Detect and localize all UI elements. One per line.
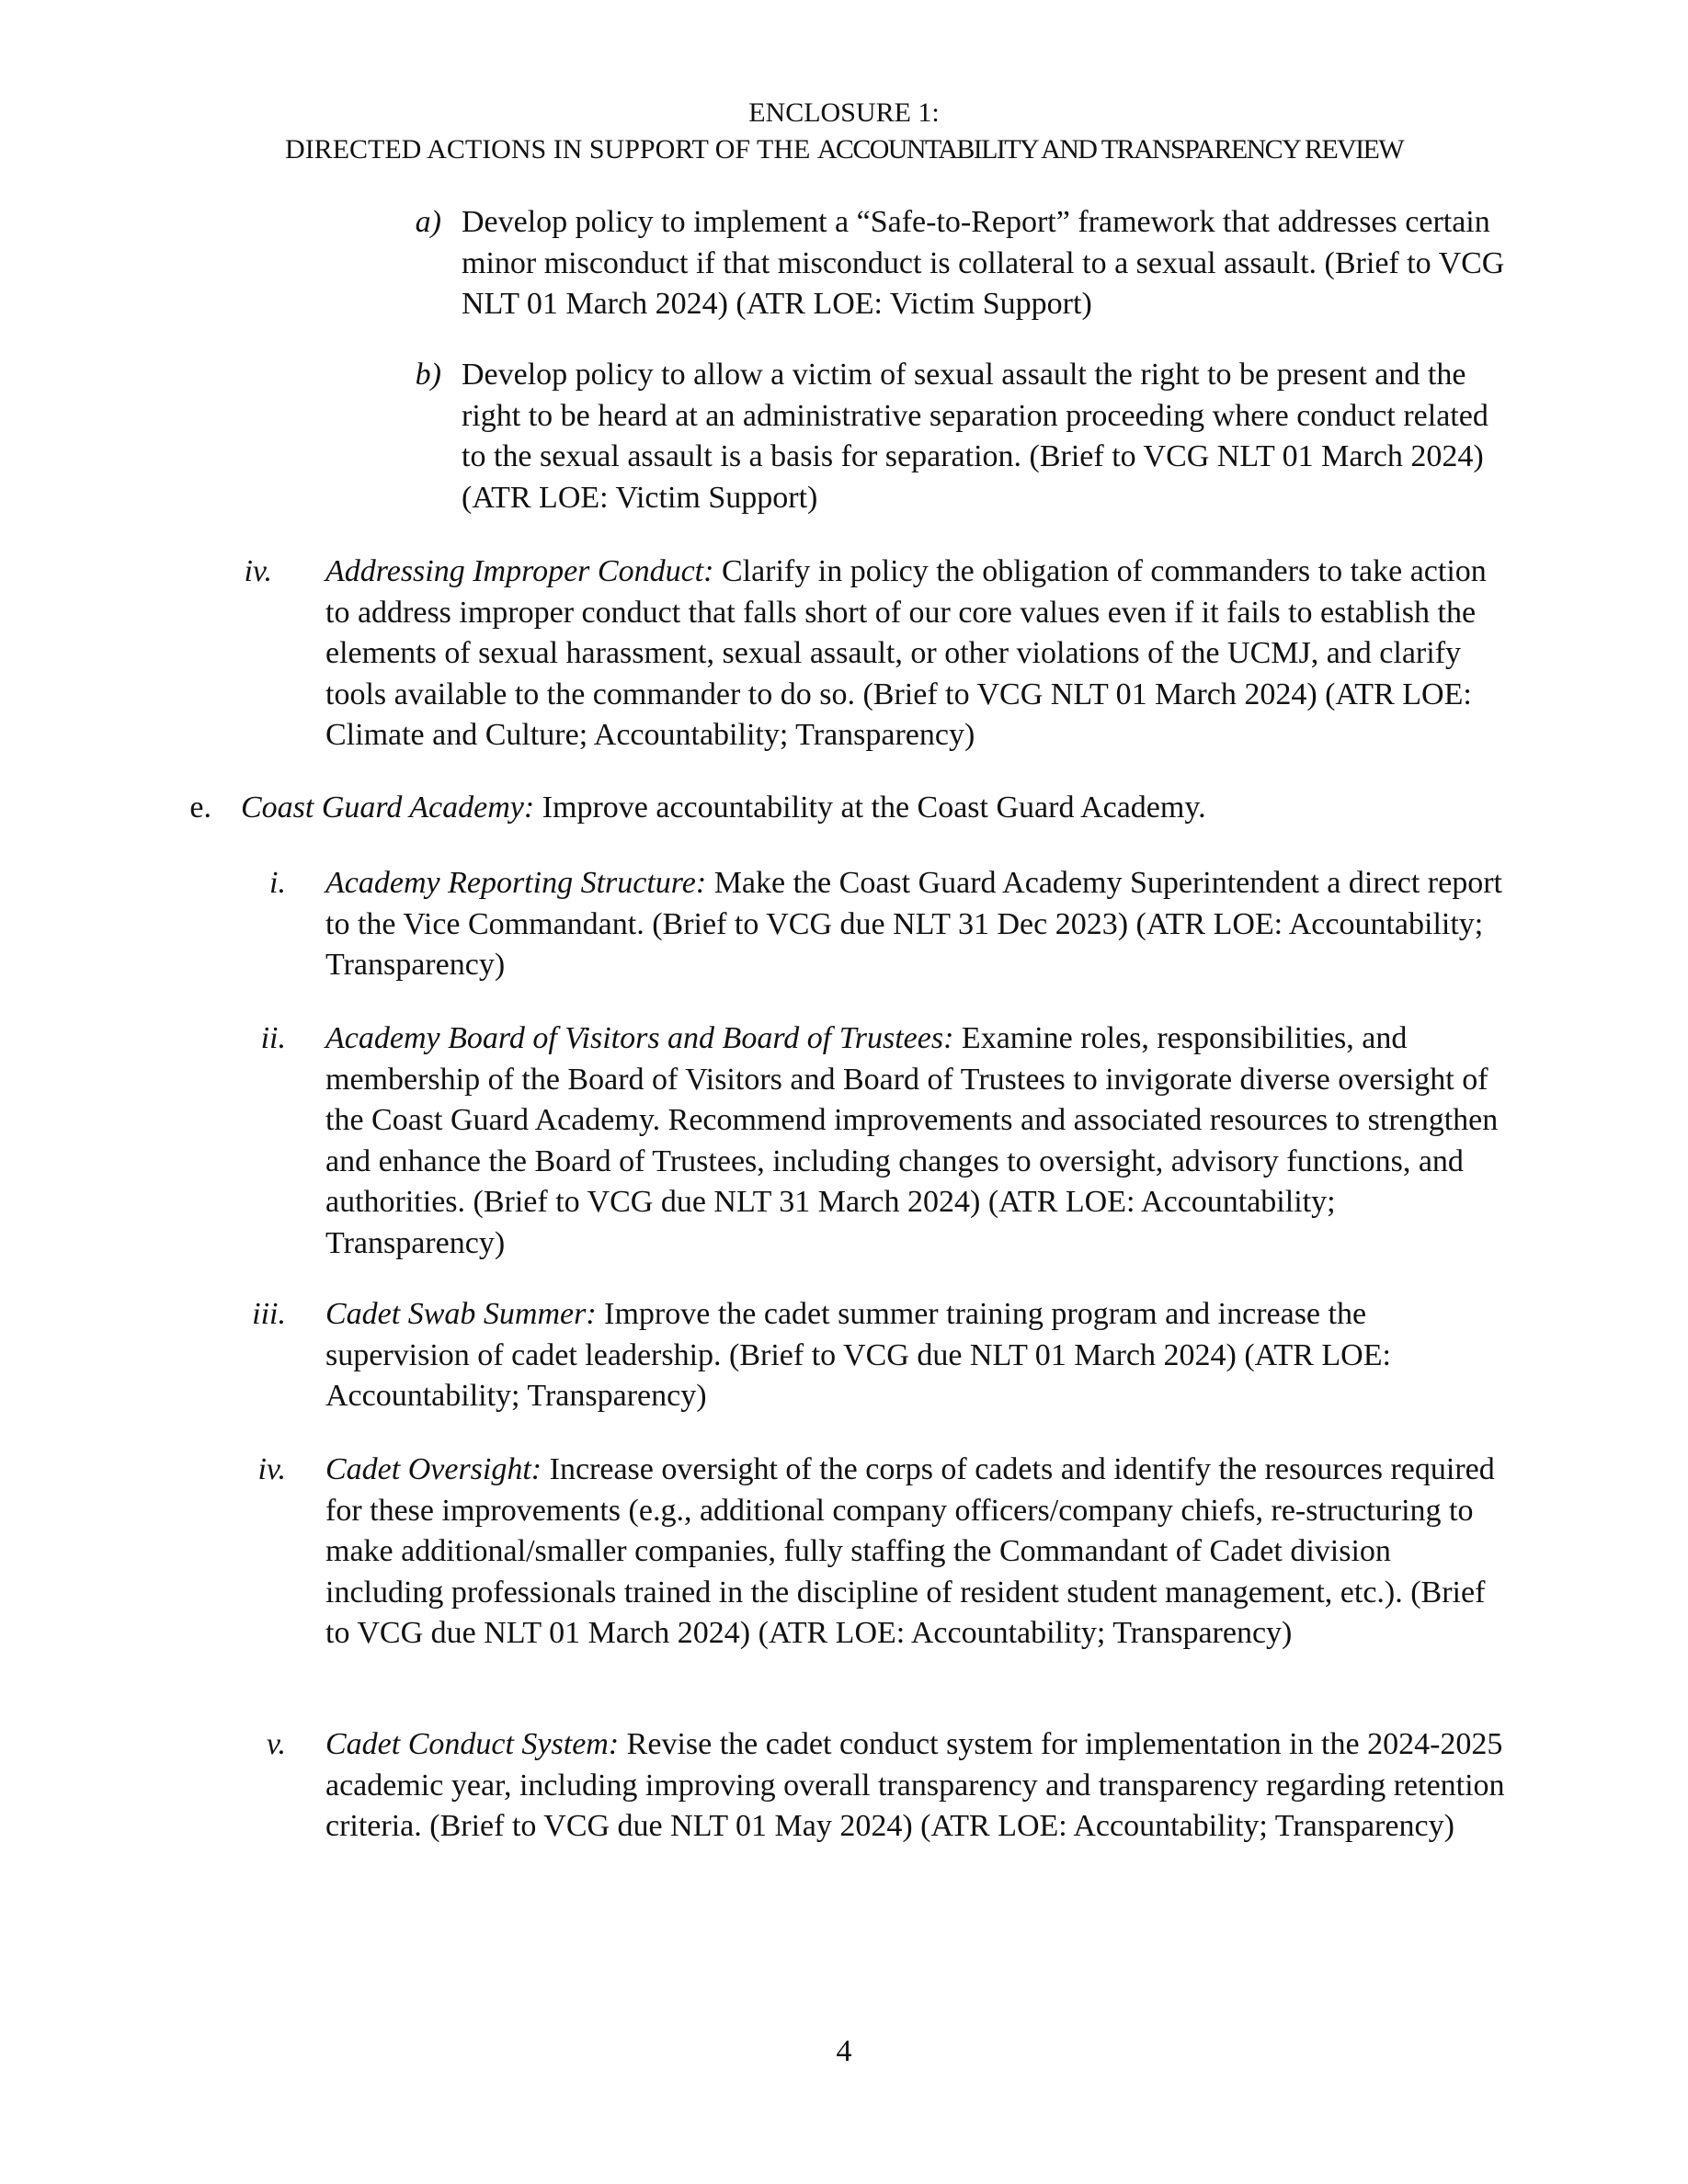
item-marker: v. [266,1727,286,1761]
list-item-e-iv [0,1450,1688,1698]
item-title: Cadet Conduct System: [325,1727,620,1761]
item-title: Academy Reporting Structure: [325,866,707,900]
item-body: Improve accountability at the Coast Guard Academy. [534,791,1206,825]
list-item-a [0,202,1688,331]
item-body: Make the Coast Guard Academy Superintendent a direct report to the Vice Commandant. (Brief to VCG due NLT 31 Dec 2023) (ATR LOE: Accountability; Transparency) [325,866,1502,982]
item-text [325,1450,1510,1655]
item-title: Cadet Oversight: [325,1452,542,1486]
item-title: Cadet Swab Summer: [325,1297,597,1331]
page-number: 4 [836,2034,852,2068]
item-body: Examine roles, responsibilities, and membership of the Board of Visitors and Board of Trustees to invigorate diverse oversight of the Coast Guard Academy. Recommend improvements and associated resources to strengthen and enhance the Board of Trustees, including changes to oversight, advisory functions, and authorities. (Brief to VCG due NLT 31 March 2024) (ATR LOE: Accountability; Transparency) [325,1021,1499,1260]
item-marker: ii. [260,1021,286,1055]
item-marker: iv. [257,1452,286,1486]
item-text: Develop policy to allow a victim of sexual assault the right to be present and the right to be heard at an administrative separation proceeding where conduct related to the sexual assault is a basis for separation. (Brief to VCG NLT 01 March 2024) (ATR LOE: Victim Support) [462,358,1488,515]
item-body: Improve the cadet summer training program and increase the supervision of cadet leadership. (Brief to VCG due NLT 01 March 2024) (ATR LOE: Accountability; Transparency) [325,1297,1391,1413]
item-body: Revise the cadet conduct system for implementation in the 2024-2025 academic year, including improving overall transparency and transparency regarding retention criteria. (Brief to VCG due NLT 01 May 2024) (ATR LOE: Accountability; Transparency) [325,1727,1505,1843]
item-marker: b) [415,358,441,392]
item-body: Clarify in policy the obligation of commanders to take action to address improper conduct that falls short of our core values even if it fails to establish the elements of sexual harassment, sexual assault, or other violations of the UCMJ, and clarify tools available to the commander to do so. (Brief to VCG NLT 01 March 2024) (ATR LOE: Climate and Culture; Accountability; Transparency) [325,554,1487,752]
item-title: Coast Guard Academy: [241,791,535,825]
item-marker: a) [415,205,441,239]
item-text [325,1294,1510,1417]
item-title: Academy Board of Visitors and Board of Trustees: [325,1021,954,1055]
item-marker: e. [189,791,211,825]
list-item-e-v [0,1724,1688,1890]
list-item-e [0,788,1688,834]
enclosure-subtitle-tail: ACCOUNTABILITY AND TRANSPARENCY REVIEW [816,134,1403,165]
enclosure-subtitle [0,134,1688,165]
enclosure-title: ENCLOSURE 1: [748,97,940,128]
item-marker: iii. [252,1297,286,1331]
list-item-e-ii [0,1018,1688,1267]
item-text [325,1724,1510,1848]
item-text: Develop policy to implement a “Safe-to-Report” framework that addresses certain minor misconduct if that misconduct is collateral to a sexual assault. (Brief to VCG NLT 01 March 2024) (ATR LOE: Victim Support) [462,205,1505,321]
item-text [241,788,1510,829]
list-item-d-iv [0,552,1688,763]
item-body: Increase oversight of the corps of cadets and identify the resources required for these improvements (e.g., additional company officers/company chiefs, re-structuring to make additional/smaller companies, fully staffing the Commandant of Cadet division including professionals trained in the discipline of resident student management, etc.). (Brief to VCG due NLT 01 March 2024) (ATR LOE: Accountability; Transparency) [325,1452,1495,1650]
item-title: Addressing Improper Conduct: [325,554,714,588]
item-text [325,552,1510,756]
list-item-b [0,355,1688,520]
item-text [325,1018,1510,1264]
enclosure-subtitle-prefix: DIRECTED ACTIONS IN SUPPORT OF THE [285,134,817,165]
item-marker: i. [269,866,286,900]
item-marker: iv. [244,554,272,588]
list-item-e-iii [0,1294,1688,1423]
item-text [325,863,1510,986]
list-item-e-i [0,863,1688,992]
